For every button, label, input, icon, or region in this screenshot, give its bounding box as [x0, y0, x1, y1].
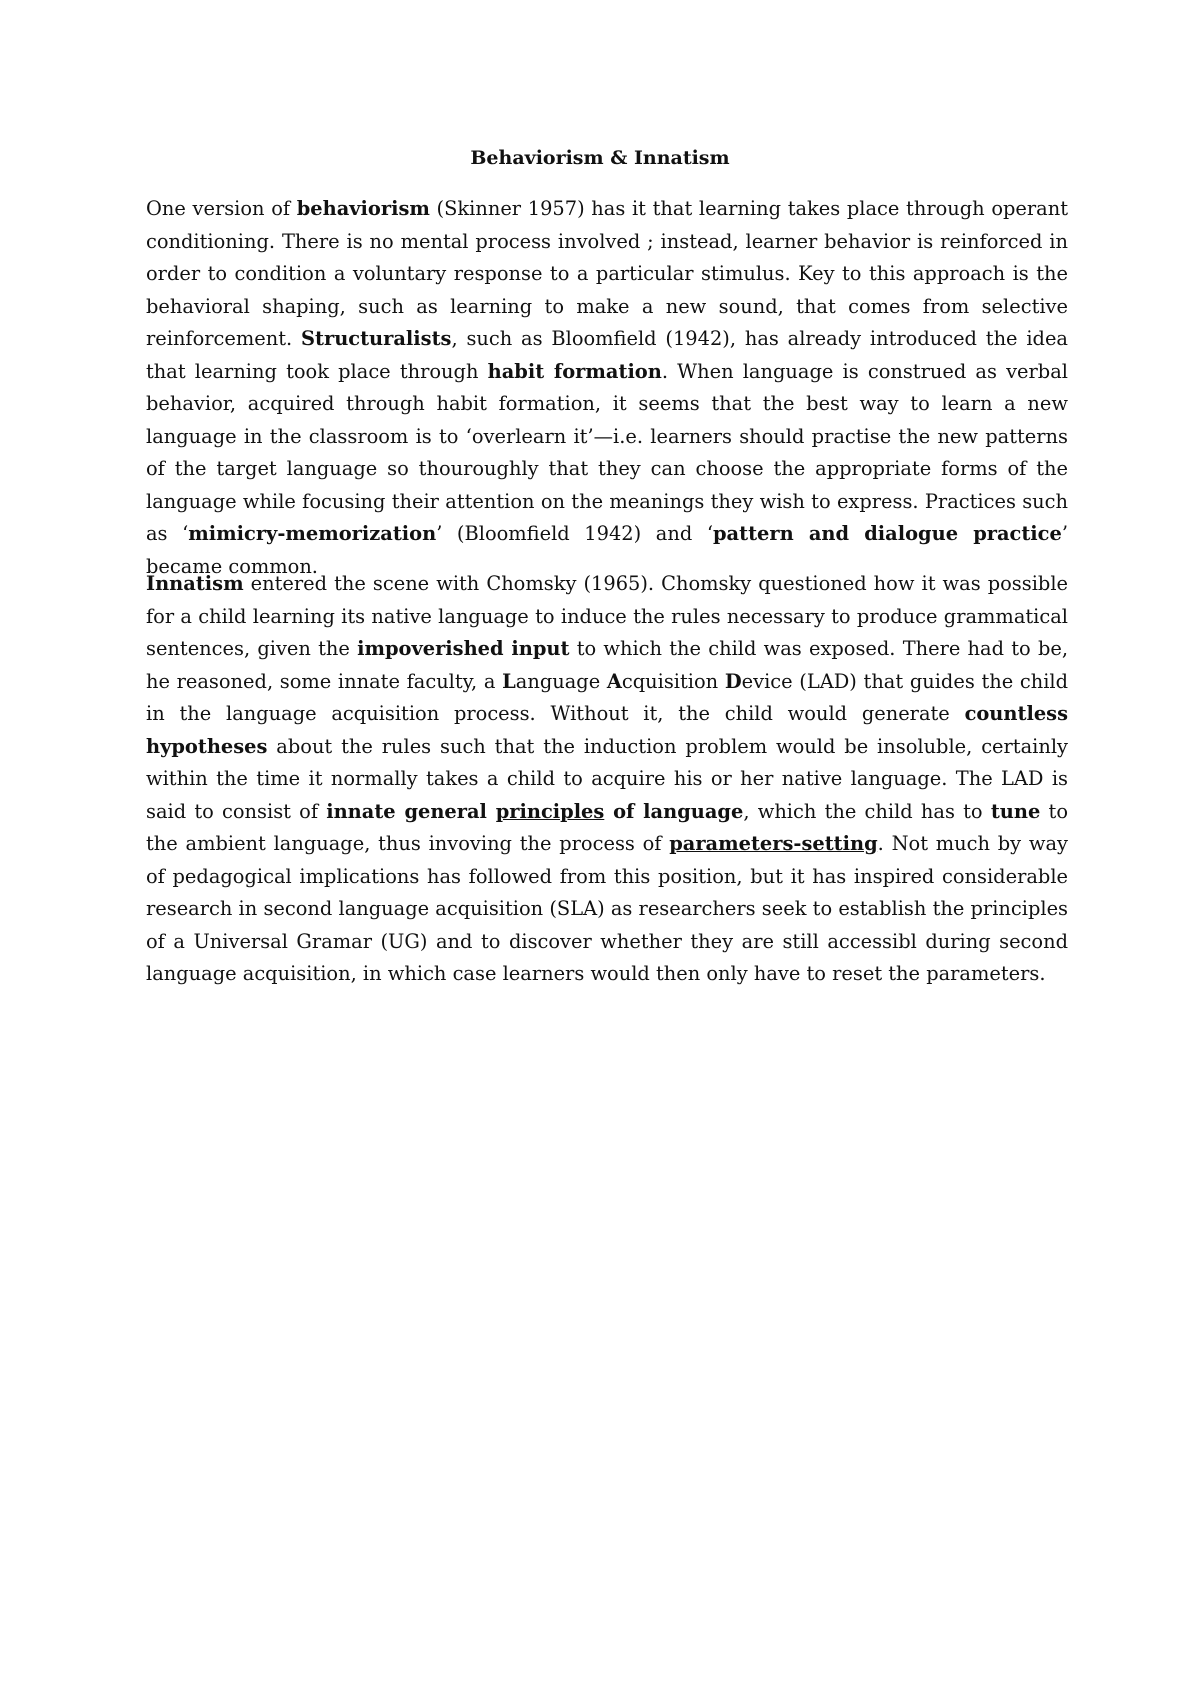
text-run: , which the child has to	[743, 799, 991, 823]
document-title: Behaviorism & Innatism	[470, 147, 730, 169]
text-run: entered the scene with Chomsky (1965). Chomsky questioned how it was possible for a child learning its native language to induce the rules necessary to produce grammatical sentences, given the	[146, 572, 1068, 660]
text-run: (Skinner 1957) has it that learning takes place through operant conditioning. There is no mental process involved ; instead, learner behavior is reinforced in order to condition a voluntary response to a particular stimulus. Key to this approach is the behavioral shaping, such as learning to make a new sound, that comes from selective reinforcement.	[146, 197, 1069, 350]
bold-term-innate-general: innate general	[326, 799, 496, 823]
text-run: evice (LAD) that guides the child in the language acquisition process. Without it, the child would generate	[146, 669, 1069, 725]
text-run: One version of	[146, 197, 297, 220]
bold-underlined-principles: principles	[495, 799, 605, 823]
text-run: to the ambient language, thus invoving the process of	[146, 799, 1068, 855]
bold-term-structuralists: Structuralists	[301, 327, 452, 350]
text-run: ’ (Bloomfield 1942) and ‘	[436, 522, 713, 545]
bold-term-innatism: Innatism	[146, 572, 244, 595]
text-run: . Not much by way of pedagogical implications has followed from this position, but it has inspired considerable research in second language acquisition (SLA) as researchers seek to establish the principles of a Universal Gramar (UG) and to discover whether they are still accessibl during second language acquisition, in which case learners would then only have to reset the parameters.	[146, 832, 1068, 985]
text-run: to which the child was exposed. There had to be, he reasoned, some innate faculty, a	[146, 637, 1068, 693]
text-run: about the rules such that the induction problem would be insoluble, certainly within the time it normally takes a child to acquire his or her native language. The LAD is said to consist of	[146, 734, 1068, 823]
bold-letter-a: A	[606, 669, 622, 693]
bold-term-impoverished-input: impoverished input	[357, 637, 570, 660]
text-run: anguage	[515, 669, 607, 693]
bold-term-of-language: of language	[604, 799, 744, 823]
text-run: . When language is construed as verbal behavior, acquired through habit formation, it seems that the best way to learn a new language in the classroom is to ‘overlearn it’—i.e. learners should practise the new patterns of the target language so thouroughly that they can choose the appropriate forms of the language while focusing their attention on the meanings they wish to express. Practices such as ‘	[146, 359, 1068, 545]
bold-underlined-parameters-setting: parameters-setting	[669, 832, 878, 855]
bold-term-countless-hypotheses: countless hypotheses	[146, 702, 1068, 758]
bold-term-behaviorism: behaviorism	[296, 197, 430, 220]
paragraph-innatism	[146, 568, 1068, 991]
text-run: ’ became common.	[146, 522, 1068, 578]
bold-term-mimicry-memorization: mimicry-memorization	[188, 522, 437, 545]
bold-term-habit-formation: habit formation	[487, 359, 662, 383]
text-run: cquisition	[621, 669, 725, 693]
bold-letter-l: L	[502, 669, 516, 693]
text-run: , such as Bloomfield (1942), has already introduced the idea that learning took place through	[146, 327, 1068, 383]
bold-letter-d: D	[724, 669, 742, 693]
bold-term-pattern-dialogue: pattern and dialogue practice	[713, 522, 1062, 545]
paragraph-behaviorism	[146, 193, 1068, 583]
bold-term-tune: tune	[990, 799, 1041, 823]
